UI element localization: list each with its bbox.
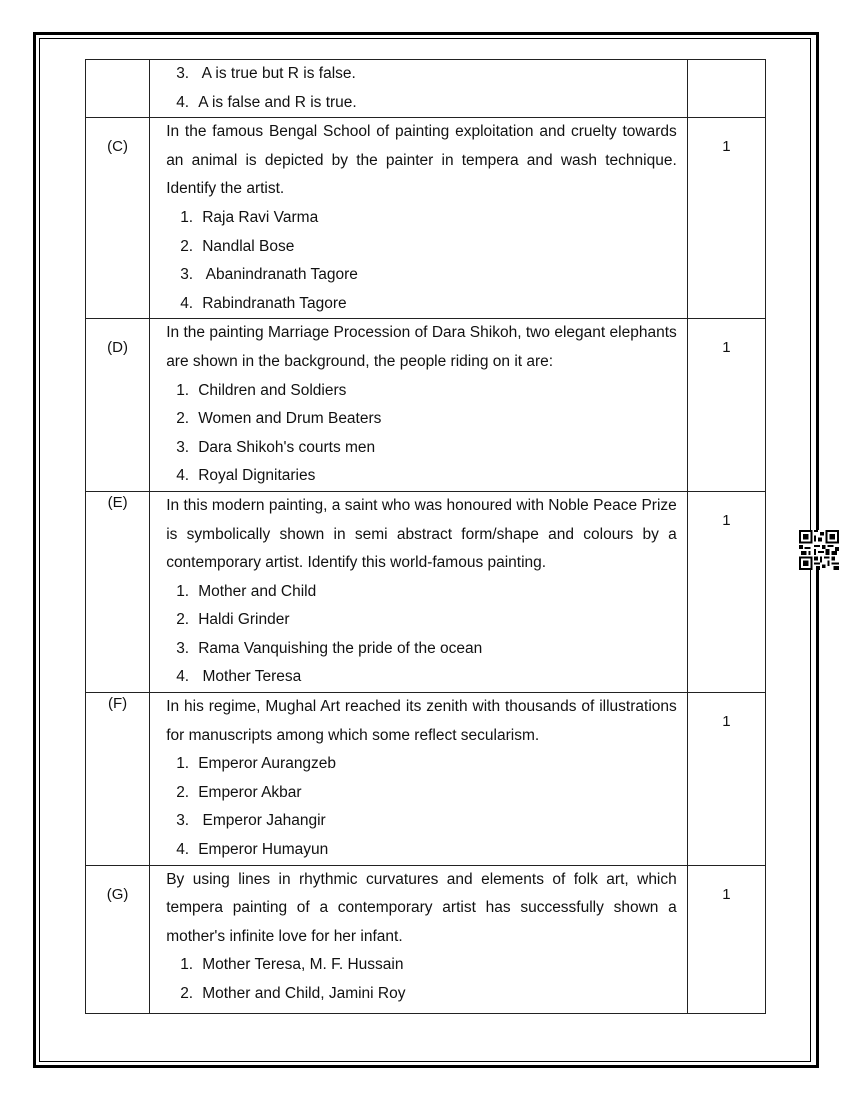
option-number: 4. <box>180 294 194 312</box>
option-number: 3. <box>176 639 190 657</box>
option-number: 1. <box>176 381 190 399</box>
option-number: 3. <box>176 812 190 830</box>
option <box>166 377 677 406</box>
question-text: In the famous Bengal School of painting exploitation and cruelty towards an animal is depicted by the painter in tempera and wash technique. Identify the artist. <box>166 123 677 198</box>
option-text: Raja Ravi Varma <box>202 208 319 226</box>
option-number: 3. <box>176 438 190 456</box>
option-text: Mother Teresa <box>202 668 302 686</box>
question-label: (E) <box>107 493 128 511</box>
question-label: (C) <box>107 138 128 156</box>
option <box>166 635 677 664</box>
qr-code-icon <box>799 530 839 570</box>
marks: 1 <box>722 511 731 529</box>
option <box>166 462 677 491</box>
marks: 1 <box>722 339 731 357</box>
option-number: 1. <box>180 208 194 226</box>
option-text: Emperor Humayun <box>198 841 329 859</box>
option-text: Dara Shikoh's courts men <box>198 438 376 456</box>
option <box>166 606 677 635</box>
option <box>166 290 677 319</box>
question-row-d <box>86 319 766 492</box>
question-row-g <box>86 865 766 1013</box>
marks: 1 <box>722 885 731 903</box>
option-number: 4. <box>176 668 190 686</box>
option-text: Women and Drum Beaters <box>198 410 382 428</box>
option-number: 1. <box>176 582 190 600</box>
continuation-marks-cell <box>687 60 765 118</box>
option-number: 2. <box>176 410 190 428</box>
question-label: (G) <box>106 885 129 903</box>
question-label: (F) <box>108 695 128 713</box>
option-number: 2. <box>180 985 194 1002</box>
option-text: Mother Teresa, M. F. Hussain <box>202 956 404 974</box>
option <box>166 89 677 118</box>
option <box>166 779 677 808</box>
option-text: Children and Soldiers <box>198 381 347 399</box>
option-text: Abanindranath Tagore <box>205 266 358 284</box>
question-row-c <box>86 118 766 319</box>
option <box>166 663 677 692</box>
option-number: 3. <box>180 266 194 284</box>
continuation-question-cell <box>150 60 688 118</box>
option <box>166 434 677 463</box>
option-number: 2. <box>176 783 190 801</box>
option <box>166 405 677 434</box>
option-text: Mother and Child <box>198 582 317 600</box>
option-text: Rabindranath Tagore <box>202 294 347 312</box>
marks: 1 <box>722 713 731 731</box>
option-number: 4. <box>176 467 190 485</box>
question-text: By using lines in rhythmic curvatures and elements of folk art, which tempera painting of a contemporary artist has successfully shown a mother's infinite love for her infant. <box>166 870 677 945</box>
option-text: Haldi Grinder <box>198 611 290 629</box>
option-text: Emperor Akbar <box>198 783 302 801</box>
option-number: 4. <box>176 93 190 111</box>
option-text: A is false and R is true. <box>198 93 357 111</box>
option-number: 1. <box>176 755 190 773</box>
question-label: (D) <box>107 339 128 357</box>
question-text: In the painting Marriage Procession of Dara Shikoh, two elegant elephants are shown in the background, the people riding on it are: <box>166 324 677 370</box>
option-number: 2. <box>176 611 190 629</box>
continuation-row <box>86 60 766 118</box>
option <box>166 951 677 980</box>
option-text: A is true but R is false. <box>201 65 356 82</box>
option-text: Mother and Child, Jamini Roy <box>202 985 406 1002</box>
marks: 1 <box>722 138 731 156</box>
question-text: In this modern painting, a saint who was honoured with Noble Peace Prize is symbolically shown in semi abstract form/shape and colours by a contemporary artist. Identify this world-famous painting. <box>166 496 677 572</box>
option-number: 1. <box>180 956 194 974</box>
option-text: Emperor Aurangzeb <box>198 755 337 773</box>
continuation-label-cell <box>86 60 150 118</box>
option <box>166 836 677 865</box>
question-text: In his regime, Mughal Art reached its zenith with thousands of illustrations for manuscripts among which some reflect secularism. <box>166 698 677 744</box>
question-row-e <box>86 491 766 692</box>
option <box>166 60 677 89</box>
option <box>166 750 677 779</box>
option <box>166 204 677 233</box>
option <box>166 807 677 836</box>
option <box>166 233 677 262</box>
option-text: Emperor Jahangir <box>202 812 326 830</box>
option <box>166 261 677 290</box>
option-text: Royal Dignitaries <box>198 467 316 485</box>
question-table <box>85 59 766 1014</box>
option-text: Nandlal Bose <box>202 237 295 255</box>
option-number: 4. <box>176 841 190 859</box>
question-row-f <box>86 693 766 866</box>
option <box>166 578 677 607</box>
option-number: 2. <box>180 237 194 255</box>
option-number: 3. <box>176 65 190 82</box>
option-text: Rama Vanquishing the pride of the ocean <box>198 639 483 657</box>
option <box>166 980 677 1009</box>
